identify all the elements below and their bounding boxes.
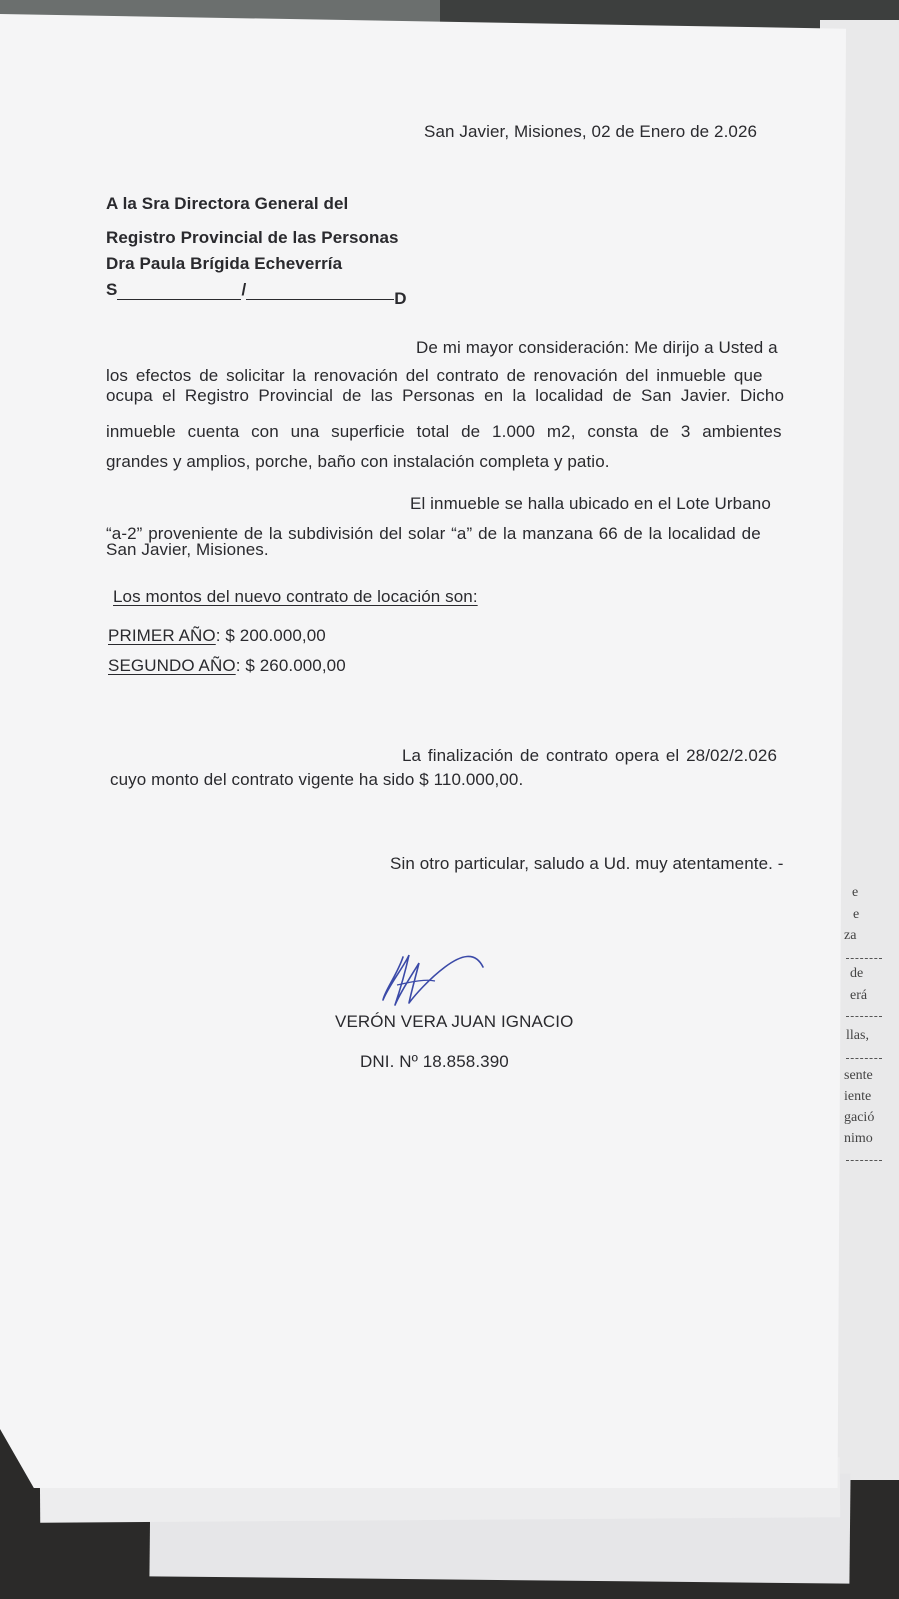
closing-line: Sin otro particular, saludo a Ud. muy atentamente. -: [390, 854, 784, 873]
signature-stroke: [383, 955, 483, 1005]
amount-row: [108, 626, 326, 646]
paragraph-line: San Javier, Misiones.: [106, 540, 269, 559]
sd-start: S: [106, 280, 118, 299]
sd-slash: /: [241, 280, 247, 299]
side-fragment: gació: [844, 1110, 875, 1125]
date-line: San Javier, Misiones, 02 de Enero de 2.026: [424, 122, 758, 141]
addressee-line: Registro Provincial de las Personas: [106, 228, 399, 247]
paragraph-line: De mi mayor consideración: Me dirijo a Usted a: [416, 338, 778, 357]
paragraph-line: cuyo monto del contrato vigente ha sido $ 110.000,00.: [110, 770, 524, 789]
dashed-line: [846, 1016, 882, 1017]
blank-line: [246, 283, 394, 300]
dashed-line: [846, 1058, 882, 1059]
amounts-heading: Los montos del nuevo contrato de locación son:: [113, 587, 478, 606]
blank-line: [117, 283, 241, 300]
sd-line: [106, 280, 407, 308]
signer-name: VERÓN VERA JUAN IGNACIO: [335, 1012, 574, 1031]
paragraph-line: [106, 366, 824, 386]
amount-label: SEGUNDO AÑO: [108, 656, 236, 675]
side-fragment: e: [853, 907, 860, 922]
paragraph-line: ocupa el Registro Provincial de las Personas en la localidad de San Javier. Dicho: [106, 386, 785, 405]
side-fragment: llas,: [846, 1028, 869, 1043]
addressee-line: Dra Paula Brígida Echeverría: [106, 254, 343, 273]
sd-end: D: [394, 289, 407, 308]
addressee-line: A la Sra Directora General del: [106, 194, 349, 213]
dashed-line: [846, 958, 882, 959]
dashed-line: [846, 1160, 882, 1161]
amount-value: : $ 200.000,00: [215, 626, 326, 645]
side-fragment: erá: [850, 988, 868, 1003]
side-fragment: nimo: [844, 1131, 873, 1146]
amount-label: PRIMER AÑO: [108, 626, 216, 645]
amount-value: : $ 260.000,00: [235, 656, 346, 675]
side-fragment: e: [852, 885, 859, 900]
paragraph-line: grandes y amplios, porche, baño con instalación completa y patio.: [106, 452, 610, 471]
side-fragment: sente: [844, 1068, 873, 1083]
paragraph-line: inmueble cuenta con una superficie total de 1.000 m2, consta de 3 ambientes: [106, 422, 782, 441]
amount-row: [108, 656, 346, 676]
signature: [375, 945, 495, 1015]
side-fragment: de: [850, 966, 864, 981]
signer-dni: DNI. Nº 18.858.390: [360, 1052, 509, 1071]
side-fragment: za: [844, 928, 857, 943]
text-span: los efectos de solicitar la renovación del contrato de renovación del inmueble que: [106, 366, 763, 385]
paragraph-line: “a-2” proveniente de la subdivisión del solar “a” de la manzana 66 de la localidad de: [106, 524, 761, 543]
paragraph-line: El inmueble se halla ubicado en el Lote Urbano: [410, 494, 771, 513]
paragraph-line: La finalización de contrato opera el 28/02/2.026: [402, 746, 778, 765]
side-fragment: iente: [844, 1089, 872, 1104]
